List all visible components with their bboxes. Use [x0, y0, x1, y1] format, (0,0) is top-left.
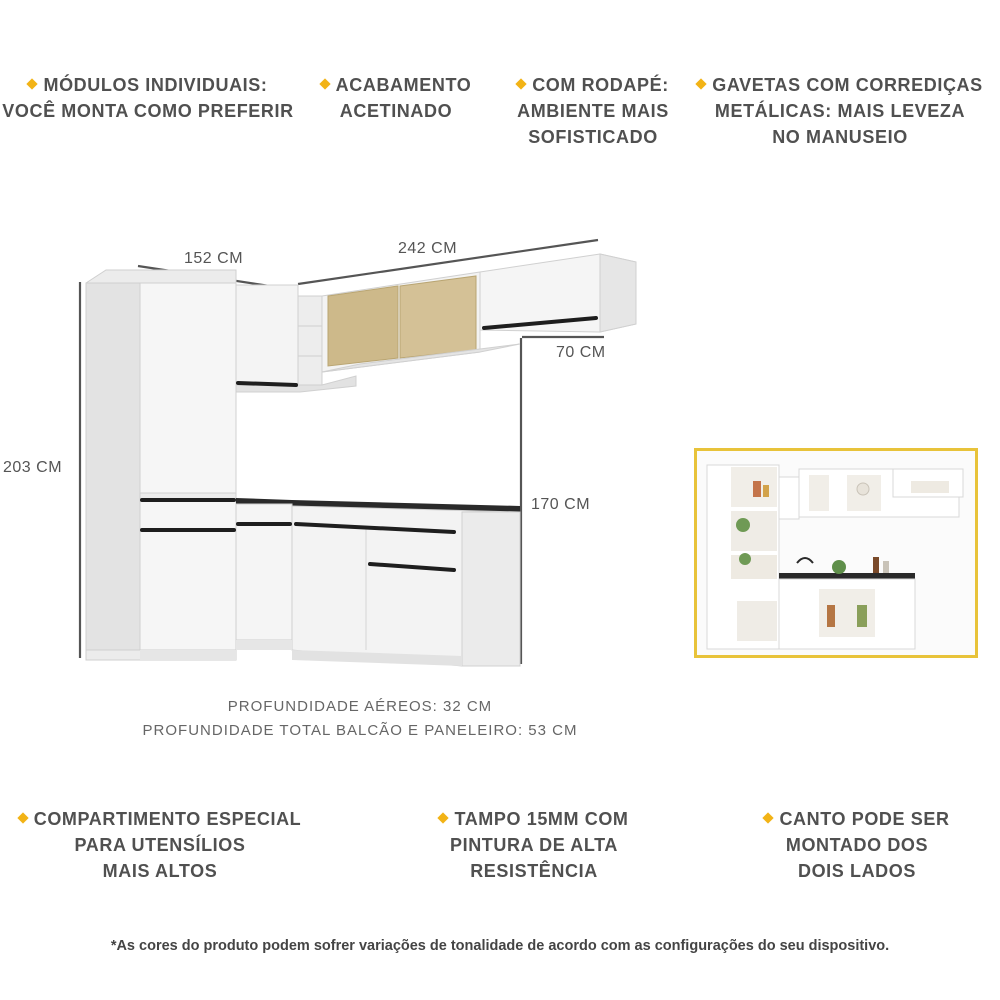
feature-reversible-corner: CANTO PODE SER MONTADO DOS DOIS LADOS — [756, 806, 958, 884]
diamond-bullet-icon — [763, 813, 774, 824]
depth-note-upper: PROFUNDIDADE AÉREOS: 32 CM — [227, 698, 493, 715]
diamond-bullet-icon — [438, 813, 449, 824]
depth-note-total: PROFUNDIDADE TOTAL BALCÃO E PANELEIRO: 53 CM — [142, 722, 578, 739]
kitchen-photo-inset — [694, 448, 978, 658]
feature-satin-finish: ACABAMENTO ACETINADO — [316, 72, 476, 124]
feature-individual-modules: MÓDULOS INDIVIDUAIS: VOCÊ MONTA COMO PREFERIR — [2, 75, 294, 121]
diamond-bullet-icon — [17, 813, 28, 824]
dimension-height-total: 203 CM — [3, 459, 63, 476]
feature-countertop-15mm: TAMPO 15MM COM PINTURA DE ALTA RESISTÊNCIA — [420, 806, 648, 884]
dimension-depth-upper-right: 70 CM — [556, 344, 606, 361]
dimension-height-counter: 170 CM — [531, 496, 591, 513]
tall-pantry-cabinet — [86, 270, 236, 660]
feature-metal-slides: GAVETAS COM CORREDIÇAS METÁLICAS: MAIS LEVEZA NO MANUSEIO — [694, 72, 986, 150]
feature-utensil-compartment: COMPARTIMENTO ESPECIAL PARA UTENSÍLIOS MAIS ALTOS — [14, 806, 306, 884]
dimension-width-right: 242 CM — [398, 240, 458, 257]
dimension-width-left: 152 CM — [184, 250, 244, 267]
feature-baseboard: COM RODAPÉ: AMBIENTE MAIS SOFISTICADO — [517, 75, 669, 147]
kitchen-photo-illustration — [697, 451, 975, 655]
color-disclaimer: *As cores do produto podem sofrer variações de tonalidade de acordo com as configurações do seu dispositivo. — [110, 938, 890, 954]
